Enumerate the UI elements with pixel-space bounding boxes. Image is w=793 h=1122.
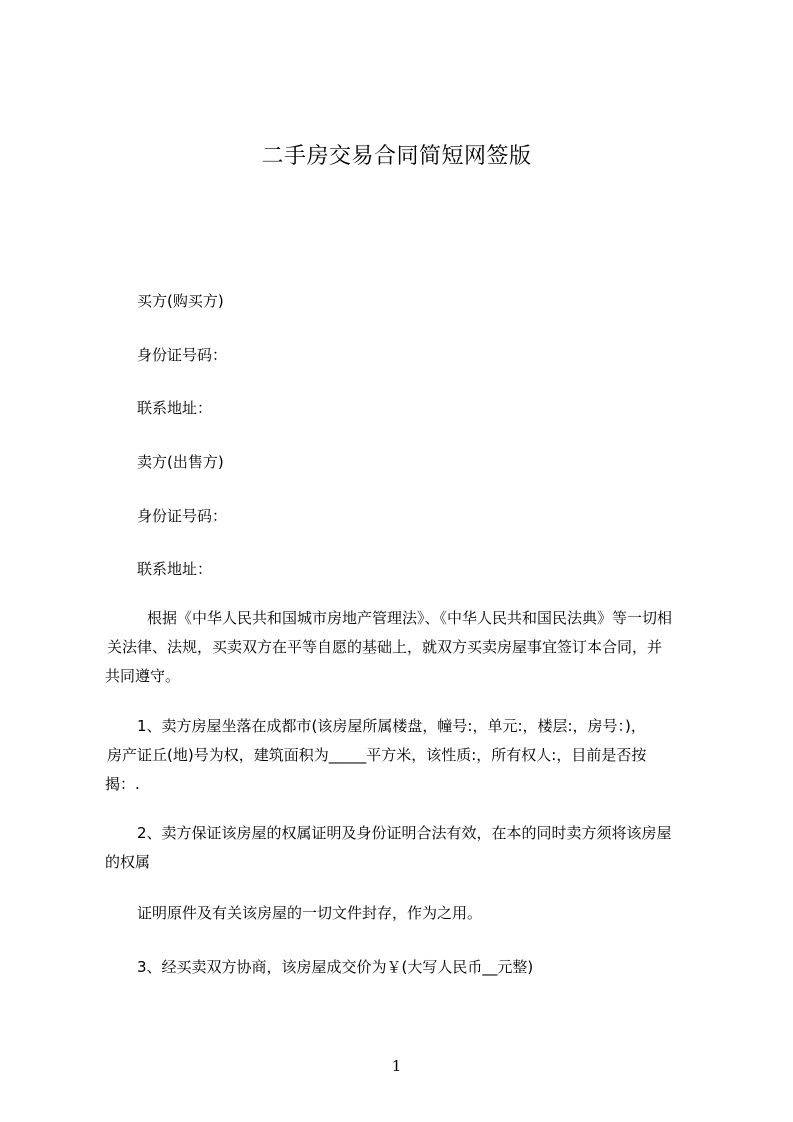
seller-label: 卖方(出售方) — [137, 453, 224, 471]
document-title: 二手房交易合同简短网签版 — [261, 144, 532, 169]
buyer-label: 买方(购买方) — [137, 292, 224, 310]
clause-2-line: 2、卖方保证该房屋的权属证明及身份证明合法有效，在本的同时卖方须将该房屋 — [137, 824, 672, 842]
intro-line: 关法律、法规，买卖双方在平等自愿的基础上，就双方买卖房屋事宜签订本合同，并 — [107, 638, 663, 656]
clause-1-line: 揭：. — [105, 775, 140, 793]
buyer-address-label: 联系地址： — [137, 399, 213, 417]
seller-id-label: 身份证号码： — [137, 507, 228, 525]
page-number: 1 — [391, 1057, 402, 1075]
clause-1-line: 房产证丘(地)号为权，建筑面积为_____平方米，该性质:，所有权人:，目前是否按 — [107, 746, 647, 764]
clause-1-line: 1、卖方房屋坐落在成都市(该房屋所属楼盘，幢号:，单元:，楼层:，房号：)， — [137, 717, 646, 735]
clause-1-paragraph — [105, 712, 715, 799]
intro-line: 共同遵守。 — [105, 667, 181, 685]
buyer-id-label: 身份证号码： — [137, 346, 228, 364]
clause-2-paragraph — [105, 819, 715, 877]
seller-address-label: 联系地址： — [137, 560, 213, 578]
clause-3-paragraph: 3、经买卖双方协商，该房屋成交价为￥(大写人民币__元整) — [137, 958, 534, 976]
clause-2-continuation: 证明原件及有关该房屋的一切文件封存，作为之用。 — [137, 904, 483, 922]
intro-paragraph — [105, 604, 715, 691]
intro-line: 根据《中华人民共和国城市房地产管理法》、《中华人民共和国民法典》等一切相 — [147, 609, 673, 627]
clause-2-line: 的权属 — [105, 853, 151, 871]
